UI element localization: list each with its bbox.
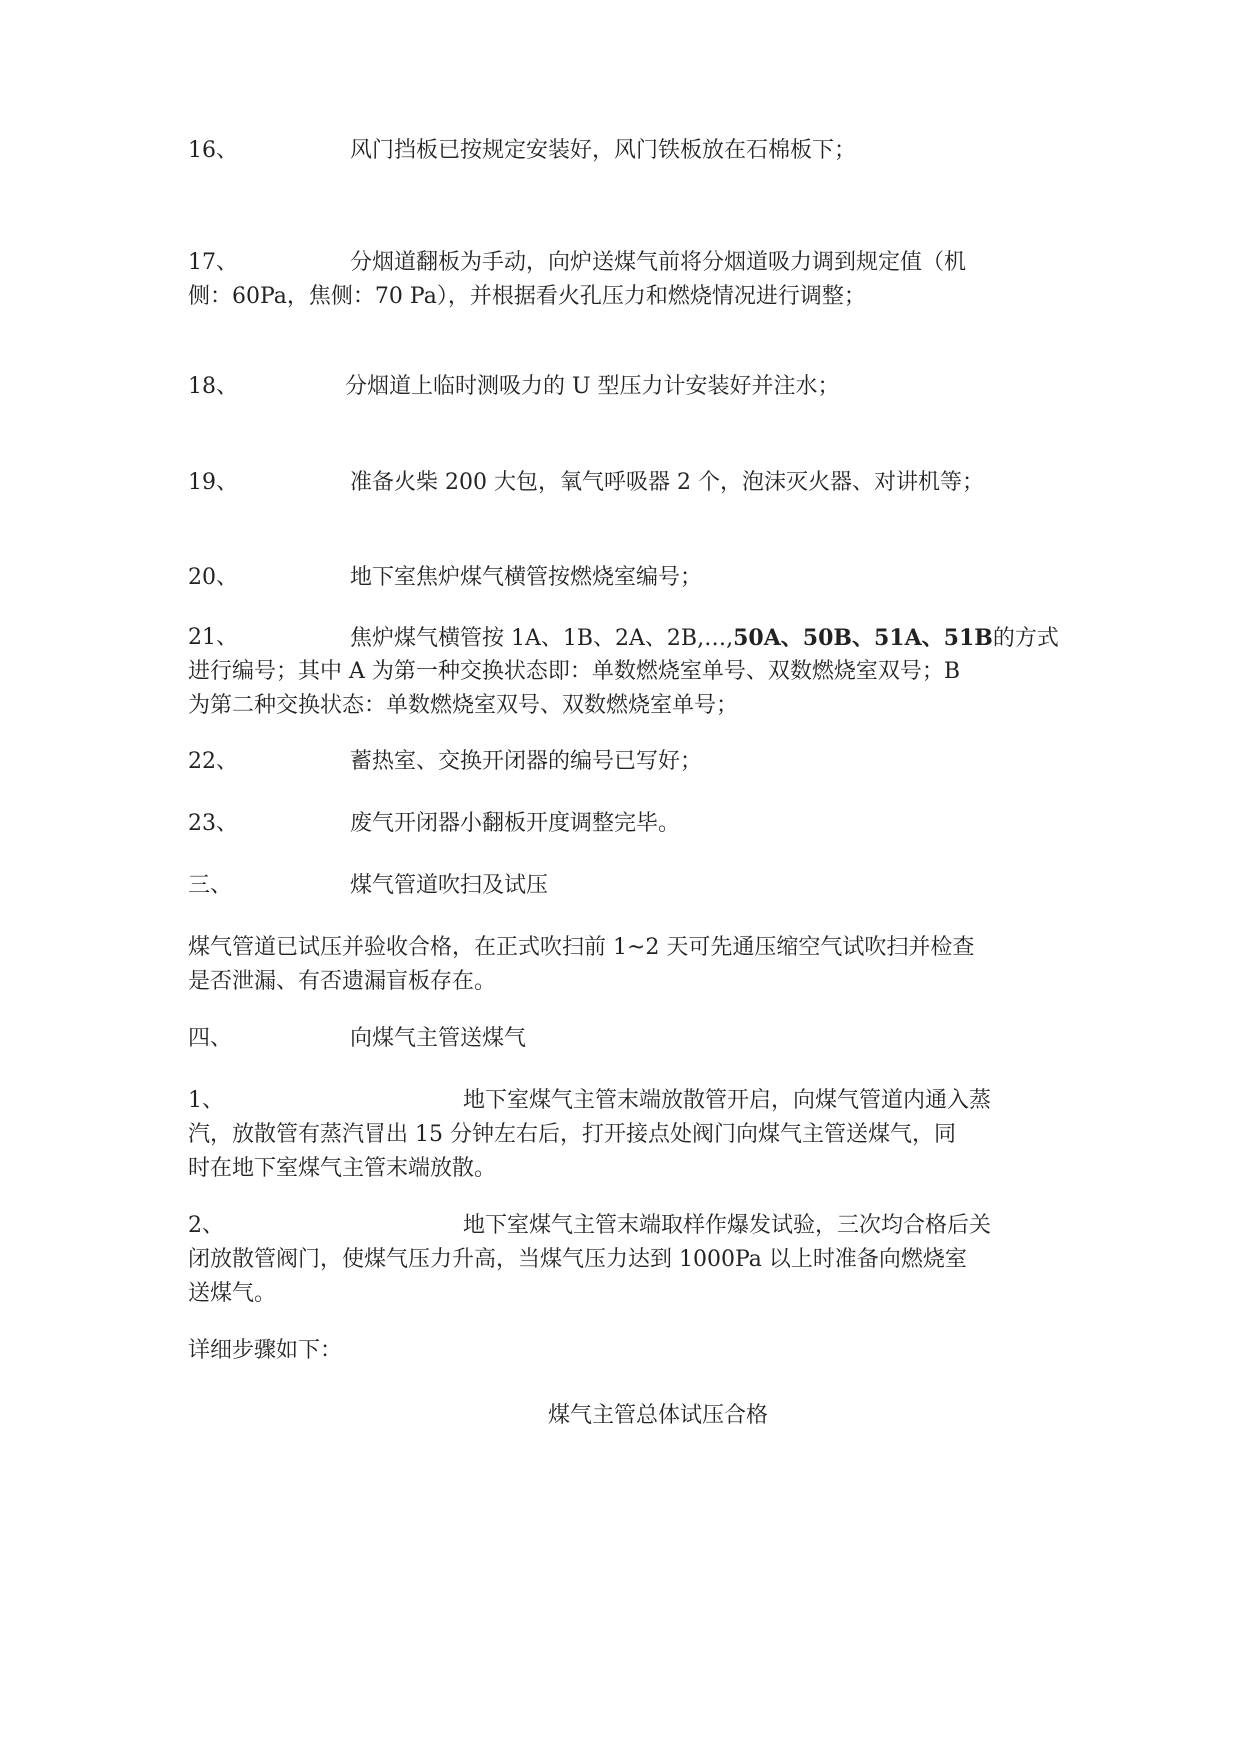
item-text: 风门挡板已按规定安装好，风门铁板放在石棉板下；	[350, 138, 857, 163]
item-text-bold: 50A、50B、51A、51B	[733, 625, 993, 651]
step-number: 1、	[188, 1088, 224, 1113]
step-number: 2、	[188, 1213, 224, 1238]
step-text-line: 闭放散管阀门，使煤气压力升高，当煤气压力达到 1000Pa 以上时准备向燃烧室	[188, 1247, 967, 1272]
paragraph-line: 是否泄漏、有否遗漏盲板存在。	[188, 969, 497, 994]
item-text-part: 的方式	[992, 626, 1059, 651]
step-text-line: 时在地下室煤气主管末端放散。	[188, 1156, 497, 1181]
item-number: 20、	[188, 565, 238, 590]
section-number: 三、	[188, 873, 233, 898]
item-text-line: 分烟道翻板为手动，向炉送煤气前将分烟道吸力调到规定值（机	[350, 250, 967, 275]
section-number: 四、	[188, 1026, 233, 1051]
item-number: 22、	[188, 749, 238, 774]
step-text-line: 地下室煤气主管末端放散管开启，向煤气管道内通入蒸	[463, 1088, 992, 1113]
item-text-line: 为第二种交换状态：单数燃烧室双号、双数燃烧室单号；	[188, 693, 739, 718]
item-text: 废气开闭器小翻板开度调整完毕。	[350, 811, 681, 836]
item-number: 23、	[188, 811, 238, 836]
item-number: 17、	[188, 250, 238, 275]
item-text-line: 进行编号；其中 A 为第一种交换状态即：单数燃烧室单号、双数燃烧室双号；B	[188, 659, 961, 684]
step-text-line: 汽，放散管有蒸汽冒出 15 分钟左右后，打开接点处阀门向煤气主管送煤气，同	[188, 1122, 956, 1147]
paragraph-line: 煤气管道已试压并验收合格，在正式吹扫前 1~2 天可先通压缩空气试吹扫并检查	[188, 935, 975, 960]
item-text-part: 焦炉煤气横管按 1A、1B、2A、2B,…,	[350, 626, 734, 651]
flow-title: 煤气主管总体试压合格	[548, 1403, 769, 1428]
section-title: 向煤气主管送煤气	[350, 1026, 527, 1051]
detail-label: 详细步骤如下：	[188, 1338, 343, 1363]
item-text-line	[350, 621, 1060, 656]
item-text: 地下室焦炉煤气横管按燃烧室编号；	[350, 565, 703, 590]
step-text-line: 地下室煤气主管末端取样作爆发试验，三次均合格后关	[463, 1213, 992, 1238]
item-text: 准备火柴 200 大包，氧气呼吸器 2 个，泡沫灭火器、对讲机等；	[350, 470, 984, 495]
item-number: 19、	[188, 470, 238, 495]
item-text: 蓄热室、交换开闭器的编号已写好；	[350, 749, 703, 774]
item-text: 分烟道上临时测吸力的 U 型压力计安装好并注水；	[345, 374, 840, 399]
step-text-line: 送煤气。	[188, 1281, 277, 1306]
item-text-line: 侧：60Pa，焦侧：70 Pa），并根据看火孔压力和燃烧情况进行调整；	[188, 284, 866, 309]
section-title: 煤气管道吹扫及试压	[350, 873, 549, 898]
item-number: 21、	[188, 625, 238, 650]
item-number: 18、	[188, 374, 238, 399]
item-number: 16、	[188, 138, 238, 163]
